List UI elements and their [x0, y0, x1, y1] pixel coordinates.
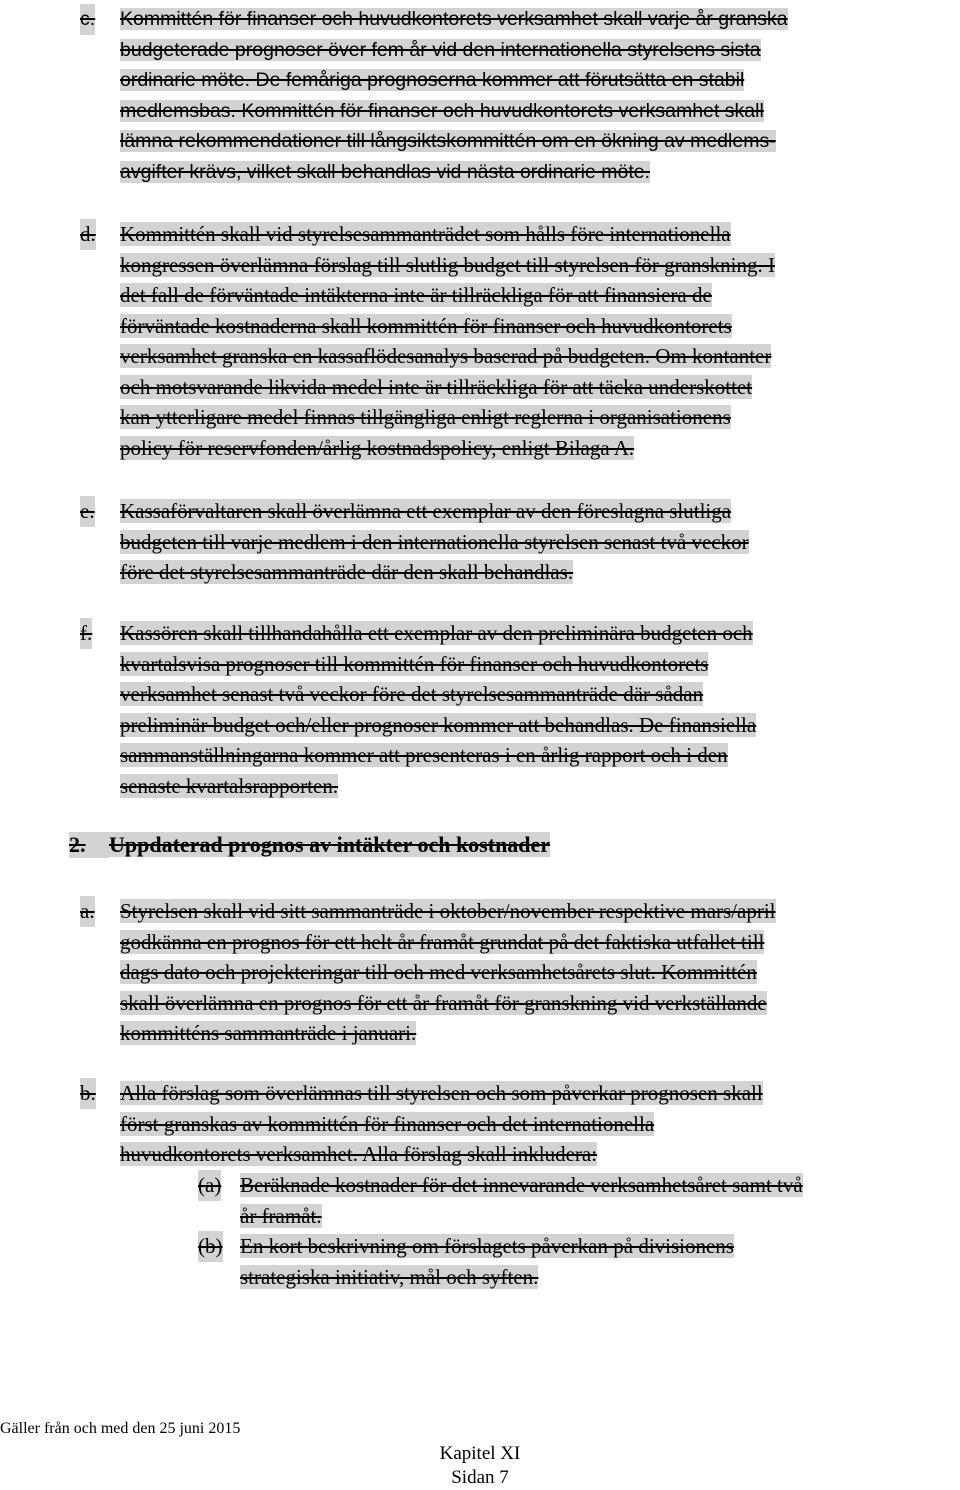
text-line: kan ytterligare medel finnas tillgängliga enligt reglerna i organisationens	[120, 405, 731, 429]
text-line: Kassaförvaltaren skall överlämna ett exemplar av den föreslagna slutliga	[120, 499, 732, 523]
text-line: skall överlämna en prognos för ett år framåt för granskning vid verkställande	[120, 990, 767, 1015]
text-line: budgeterade prognoser över fem år vid den internationella styrelsens sista	[120, 38, 761, 61]
subitem-text	[240, 1170, 958, 1231]
subitem-label: (a)	[198, 1170, 221, 1201]
text-line: dags dato och projekteringar till och med verksamhetsårets slut. Kommittén	[120, 960, 757, 984]
text-line: före det styrelsesammanträde där den skall behandlas.	[120, 560, 574, 584]
paragraph-f	[0, 618, 960, 801]
item-text	[120, 1078, 960, 1170]
text-line: verksamhet senast två veckor före det styrelsesammanträde där sådan	[120, 682, 704, 706]
paragraph-2b	[0, 1078, 960, 1170]
subitem-a	[198, 1170, 958, 1231]
text-line: Kommittén skall vid styrelsesammanträdet som hålls före internationella	[120, 222, 731, 246]
text-line: preliminär budget och/eller prognoser kommer att behandlas. De finansiella	[120, 712, 757, 737]
text-line: Alla förslag som överlämnas till styrelsen och som påverkar prognosen skall	[120, 1081, 763, 1105]
subitem-label: (b)	[198, 1231, 223, 1262]
subitem-b	[198, 1231, 958, 1292]
section-title: Uppdaterad prognos av intäkter och kostnader	[109, 832, 551, 857]
text-line: strategiska initiativ, mål och syften.	[240, 1264, 539, 1289]
text-line: godkänna en prognos för ett helt år framåt grundat på det faktiska utfallet till	[120, 929, 765, 954]
item-label: b.	[80, 1078, 96, 1109]
text-line: förväntade kostnaderna skall kommittén för finanser och huvudkontorets	[120, 313, 732, 338]
text-line: huvudkontorets verksamhet. Alla förslag skall inkludera:	[120, 1142, 598, 1166]
item-label: f.	[80, 618, 92, 649]
text-line: budgeten till varje medlem i den internationella styrelsen senast två veckor	[120, 529, 749, 554]
text-line: kongressen överlämna förslag till slutlig budget till styrelsen för granskning. I	[120, 252, 775, 277]
item-label: c.	[80, 4, 95, 35]
text-line: och motsvarande likvida medel inte är tillräckliga för att täcka underskottet	[120, 374, 753, 399]
text-line: policy för reservfonden/årlig kostnadspolicy, enligt Bilaga A.	[120, 435, 635, 460]
text-line: ordinarie möte. De femåriga prognoserna kommer att förutsätta en stabil	[120, 69, 745, 91]
section-heading	[69, 832, 550, 858]
section-number: 2.	[69, 832, 109, 858]
item-label: e.	[80, 496, 95, 527]
text-line: det fall de förväntade intäkterna inte är tillräckliga för att finansiera de	[120, 283, 712, 307]
text-line: verksamhet granska en kassaflödesanalys baserad på budgeten. Om kontanter	[120, 344, 772, 368]
text-line: först granskas av kommittén för finanser och det internationella	[120, 1111, 655, 1136]
text-line: lämna rekommendationer till långsiktskommittén om en ökning av medlems-	[120, 130, 776, 152]
text-line: Beräknade kostnader för det innevarande verksamhetsåret samt två	[240, 1173, 803, 1197]
text-line: En kort beskrivning om förslagets påverkan på divisionens	[240, 1234, 734, 1258]
text-line: sammanställningarna kommer att presenteras i en årlig rapport och i den	[120, 743, 728, 767]
paragraph-2a	[0, 896, 960, 1049]
text-line: Kommittén för finanser och huvudkontorets verksamhet skall varje år granska	[120, 8, 788, 30]
paragraph-e	[0, 496, 960, 588]
item-text	[120, 219, 960, 463]
text-line: avgifter krävs, vilket skall behandlas vid nästa ordinarie möte.	[120, 160, 651, 183]
text-line: år framåt.	[240, 1203, 322, 1228]
footer-chapter: Kapitel XI	[439, 1443, 521, 1464]
footer-page-number: Sidan 7	[451, 1467, 509, 1488]
text-line: Styrelsen skall vid sitt sammanträde i oktober/november respektive mars/april	[120, 899, 776, 923]
paragraph-d	[0, 219, 960, 463]
item-text	[120, 896, 960, 1049]
text-line: senaste kvartalsrapporten.	[120, 773, 339, 798]
item-label: a.	[80, 896, 95, 927]
paragraph-c	[0, 4, 960, 187]
text-line: kvartalsvisa prognoser till kommittén för finanser och huvudkontorets	[120, 651, 709, 676]
item-text	[120, 496, 960, 588]
subitem-text	[240, 1231, 958, 1292]
item-text	[120, 4, 960, 187]
text-line: kommitténs sammanträde i januari.	[120, 1021, 417, 1045]
item-text	[120, 618, 960, 801]
item-label: d.	[80, 219, 96, 250]
text-line: Kassören skall tillhandahålla ett exemplar av den preliminära budgeten och	[120, 621, 753, 645]
text-line: medlemsbas. Kommittén för finanser och huvudkontorets verksamhet skall	[120, 99, 764, 122]
footer-effective-date: Gäller från och med den 25 juni 2015	[0, 1420, 241, 1437]
